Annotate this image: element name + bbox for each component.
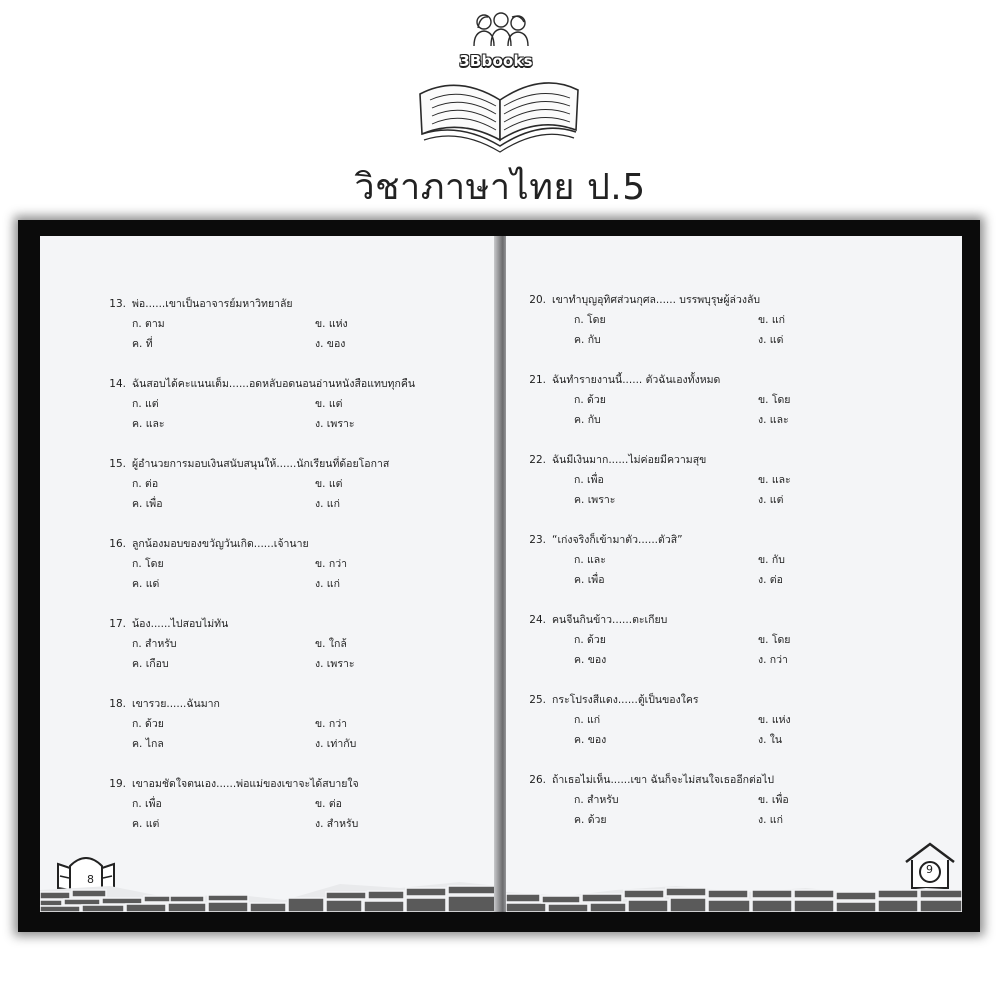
- option-d: ง. เพราะ: [315, 418, 355, 430]
- option-a: ก. เพื่อ: [574, 474, 604, 486]
- question-number: 14.: [109, 378, 126, 390]
- option-c: ค. ของ: [574, 734, 607, 746]
- option-d: ง. เพราะ: [315, 658, 355, 670]
- question-number: 23.: [529, 534, 546, 546]
- right-page: [506, 236, 962, 912]
- question-stem: กระโปรงสีแดง......ตู้เป็นของใคร: [552, 694, 699, 706]
- option-d: ง. สำหรับ: [315, 818, 359, 830]
- option-b: ข. กว่า: [315, 558, 348, 570]
- option-b: ข. เพื่อ: [758, 794, 789, 806]
- option-d: ง. แก่: [315, 578, 340, 590]
- option-a: ก. แต่: [132, 398, 159, 410]
- option-c: ค. ที่: [132, 338, 153, 350]
- question-stem: ฉันทำรายงานนี้...... ตัวฉันเองทั้งหมด: [552, 374, 721, 386]
- option-b: ข. แก่: [758, 314, 785, 326]
- question-number: 13.: [109, 298, 126, 310]
- question-number: 18.: [109, 698, 126, 710]
- question-stem: พ่อ......เขาเป็นอาจารย์มหาวิทยาลัย: [132, 298, 293, 310]
- option-c: ค. กับ: [574, 334, 601, 346]
- option-b: ข. โดย: [758, 394, 791, 406]
- question-number: 20.: [529, 294, 546, 306]
- option-d: ง. แก่: [315, 498, 340, 510]
- question-item: [98, 294, 498, 354]
- page-title: วิชาภาษาไทย ป.5: [354, 167, 646, 208]
- question-number: 21.: [529, 374, 546, 386]
- option-a: ก. และ: [574, 554, 606, 566]
- option-d: ง. ใน: [758, 734, 783, 746]
- question-stem: คนจีนกินข้าว......ตะเกียบ: [552, 614, 668, 626]
- question-number: 22.: [529, 454, 546, 466]
- question-number: 25.: [529, 694, 546, 706]
- option-c: ค. ไกล: [132, 738, 164, 750]
- question-item: [98, 614, 498, 674]
- logo-wordmark: 3Bbooks: [459, 52, 533, 70]
- option-a: ก. ด้วย: [574, 394, 606, 406]
- option-a: ก. สำหรับ: [574, 794, 619, 806]
- question-item: [518, 530, 962, 590]
- option-c: ค. ด้วย: [574, 814, 607, 826]
- option-b: ข. ต่อ: [315, 798, 342, 810]
- question-item: [98, 534, 498, 594]
- option-b: ข. ใกล้: [315, 638, 347, 650]
- option-a: ก. สำหรับ: [132, 638, 177, 650]
- question-item: [98, 774, 498, 834]
- question-item: [518, 450, 962, 510]
- question-item: [518, 370, 962, 430]
- option-c: ค. เกือบ: [132, 658, 169, 670]
- option-b: ข. แต่: [315, 398, 343, 410]
- question-stem: เขารวย......ฉันมาก: [132, 698, 220, 710]
- option-b: ข. และ: [758, 474, 791, 486]
- option-c: ค. แด่: [132, 578, 160, 590]
- open-book-logo-icon: [408, 8, 592, 158]
- brick-wall-decoration: [506, 876, 962, 912]
- question-item: [518, 690, 962, 750]
- option-d: ง. แด่: [758, 334, 784, 346]
- option-d: ง. กว่า: [758, 654, 788, 666]
- option-c: ค. เพราะ: [574, 494, 616, 506]
- question-stem: เขาอมชัดใจตนเอง......พ่อแม่ของเขาจะได้สบายใจ: [132, 778, 359, 790]
- question-item: [518, 770, 962, 830]
- option-b: ข. แห่ง: [758, 714, 791, 726]
- question-number: 16.: [109, 538, 126, 550]
- option-c: ค. ของ: [574, 654, 607, 666]
- question-item: [98, 374, 498, 434]
- question-stem: ฉันสอบได้คะแนนเต็ม......อดหลับอดนอนอ่านหนังสือแทบทุกคืน: [132, 378, 416, 390]
- option-a: ก. โดย: [132, 558, 164, 570]
- option-d: ง. และ: [758, 414, 789, 426]
- option-d: ง. ต่อ: [758, 574, 783, 586]
- question-stem: ฉันมีเงินมาก......ไม่ค่อยมีความสุข: [552, 454, 707, 466]
- option-a: ก. ตาม: [132, 318, 165, 330]
- book-spread: [18, 220, 980, 932]
- option-a: ก. ด้วย: [132, 718, 164, 730]
- question-stem: ถ้าเธอไม่เห็น......เขา ฉันก็จะไม่สนใจเธออีกต่อไป: [552, 774, 775, 786]
- option-a: ก. เพื่อ: [132, 798, 162, 810]
- option-c: ค. กับ: [574, 414, 601, 426]
- option-b: ข. แห่ง: [315, 318, 348, 330]
- page-number-right: 9: [926, 863, 933, 876]
- option-a: ก. แก่: [574, 714, 601, 726]
- question-number: 19.: [109, 778, 126, 790]
- option-d: ง. แต่: [758, 494, 784, 506]
- question-item: [98, 694, 498, 754]
- option-a: ก. โดย: [574, 314, 606, 326]
- option-c: ค. แต่: [132, 818, 160, 830]
- brand-logo: [408, 8, 592, 158]
- option-a: ก. ต่อ: [132, 478, 159, 490]
- option-d: ง. ของ: [315, 338, 346, 350]
- question-item: [518, 610, 962, 670]
- question-stem: “เก่งจริงก็เข้ามาตัว......ตัวสิ”: [552, 534, 683, 546]
- question-number: 24.: [529, 614, 546, 626]
- option-b: ข. แต่: [315, 478, 343, 490]
- option-c: ค. เพื่อ: [132, 498, 163, 510]
- question-stem: ผู้อำนวยการมอบเงินสนับสนุนให้......นักเรียนที่ด้อยโอกาส: [132, 458, 390, 470]
- question-number: 26.: [529, 774, 546, 786]
- question-stem: น้อง......ไปสอบไม่ทัน: [132, 618, 229, 630]
- question-item: [98, 454, 498, 514]
- option-c: ค. เพื่อ: [574, 574, 605, 586]
- option-d: ง. แก่: [758, 814, 783, 826]
- option-c: ค. และ: [132, 418, 165, 430]
- question-number: 15.: [109, 458, 126, 470]
- option-a: ก. ด้วย: [574, 634, 606, 646]
- page-number-left: 8: [87, 873, 94, 886]
- question-item: [518, 290, 962, 350]
- question-number: 17.: [109, 618, 126, 630]
- option-b: ข. โดย: [758, 634, 791, 646]
- option-b: ข. กับ: [758, 554, 785, 566]
- brick-wall-decoration: [40, 876, 498, 912]
- question-stem: เขาทำบุญอุทิศส่วนกุศล...... บรรพบุรุษผู้ล่วงลับ: [552, 294, 761, 306]
- option-b: ข. กว่า: [315, 718, 348, 730]
- left-page: [40, 236, 498, 912]
- question-stem: ลูกน้องมอบของขวัญวันเกิด......เจ้านาย: [132, 538, 309, 550]
- option-d: ง. เท่ากับ: [315, 738, 357, 750]
